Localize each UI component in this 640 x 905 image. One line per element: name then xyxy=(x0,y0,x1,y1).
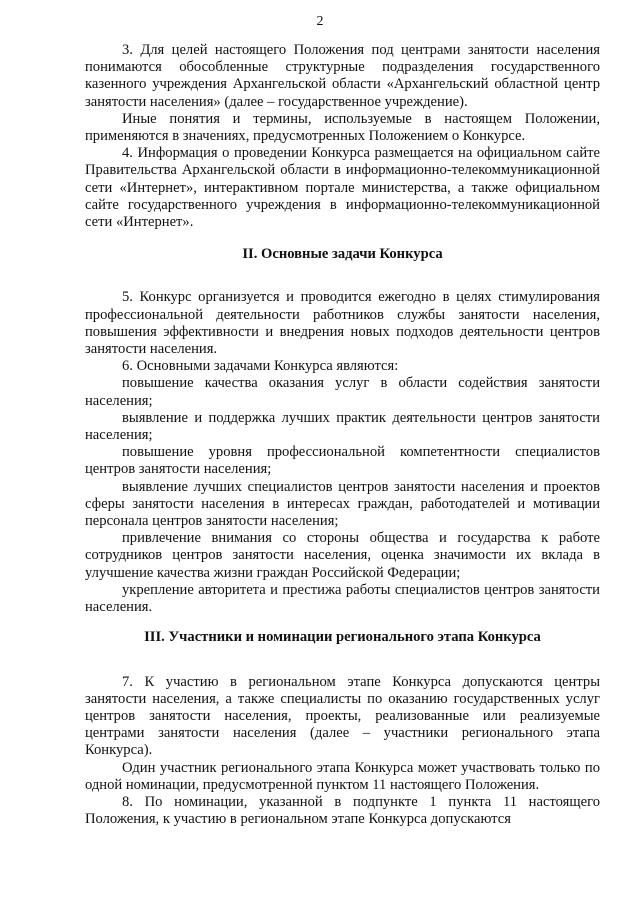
task-item: выявление лучших специалистов центров занятости населения и проектов сферы занятости населения в интересах граждан, работодателей и мотивации персонала центров занятости населения; xyxy=(85,478,600,530)
paragraph-8: 8. По номинации, указанной в подпункте 1 пункта 11 настоящего Положения, к участию в региональном этапе Конкурса допускаются xyxy=(85,793,600,828)
paragraph-7: 7. К участию в региональном этапе Конкурса допускаются центры занятости населения, а также специалисты по оказанию государственных услуг центров занятости населения, проекты, реализованные или реализуемые центрами занятости населения (далее – участники регионального этапа Конкурса). xyxy=(85,673,600,759)
page-number: 2 xyxy=(316,14,324,29)
task-item: повышение качества оказания услуг в области содействия занятости населения; xyxy=(85,375,600,409)
document-body xyxy=(85,42,600,828)
section-3-heading: III. Участники и номинации регионального этапа Конкурса xyxy=(144,629,541,646)
paragraph-6: 6. Основными задачами Конкурса являются: xyxy=(122,358,399,375)
task-item: укрепление авторитета и престижа работы специалистов центров занятости населения. xyxy=(85,581,600,616)
paragraph-5: 5. Конкурс организуется и проводится ежегодно в целях стимулирования профессиональной деятельности работников службы занятости населения, повышения эффективности и внедрения новых подходов деятельности центров занятости населения. xyxy=(85,289,600,358)
paragraph-4: 4. Информация о проведении Конкурса размещается на официальном сайте Правительства Архангельской области в информационно-телекоммуникационной сети «Интернет», интерактивном портале министерства, а также официальном сайте государственного учреждения в информационно-телекоммуникационной сети «Интернет». xyxy=(85,145,600,231)
paragraph-participant-nomination: Один участник регионального этапа Конкурса может участвовать только по одной номинации, предусмотренной пунктом 11 настоящего Положения. xyxy=(85,759,600,793)
task-item: выявление и поддержка лучших практик деятельности центров занятости населения; xyxy=(85,409,600,444)
task-item: повышение уровня профессиональной компетентности специалистов центров занятости населения; xyxy=(85,444,600,478)
task-item: привлечение внимания со стороны общества и государства к работе сотрудников центров занятости населения, оценка значимости их вклада в улучшение качества жизни граждан Российской Федерации; xyxy=(85,530,600,581)
section-2-heading: II. Основные задачи Конкурса xyxy=(242,246,443,263)
paragraph-terms: Иные понятия и термины, используемые в настоящем Положении, применяются в значениях, предусмотренных Положением о Конкурсе. xyxy=(85,110,600,145)
paragraph-3: 3. Для целей настоящего Положения под центрами занятости населения понимаются обособленные структурные подразделения государственного казенного учреждения Архангельской области «Архангельский областной центр занятости населения» (далее – государственное учреждение). xyxy=(85,42,600,110)
